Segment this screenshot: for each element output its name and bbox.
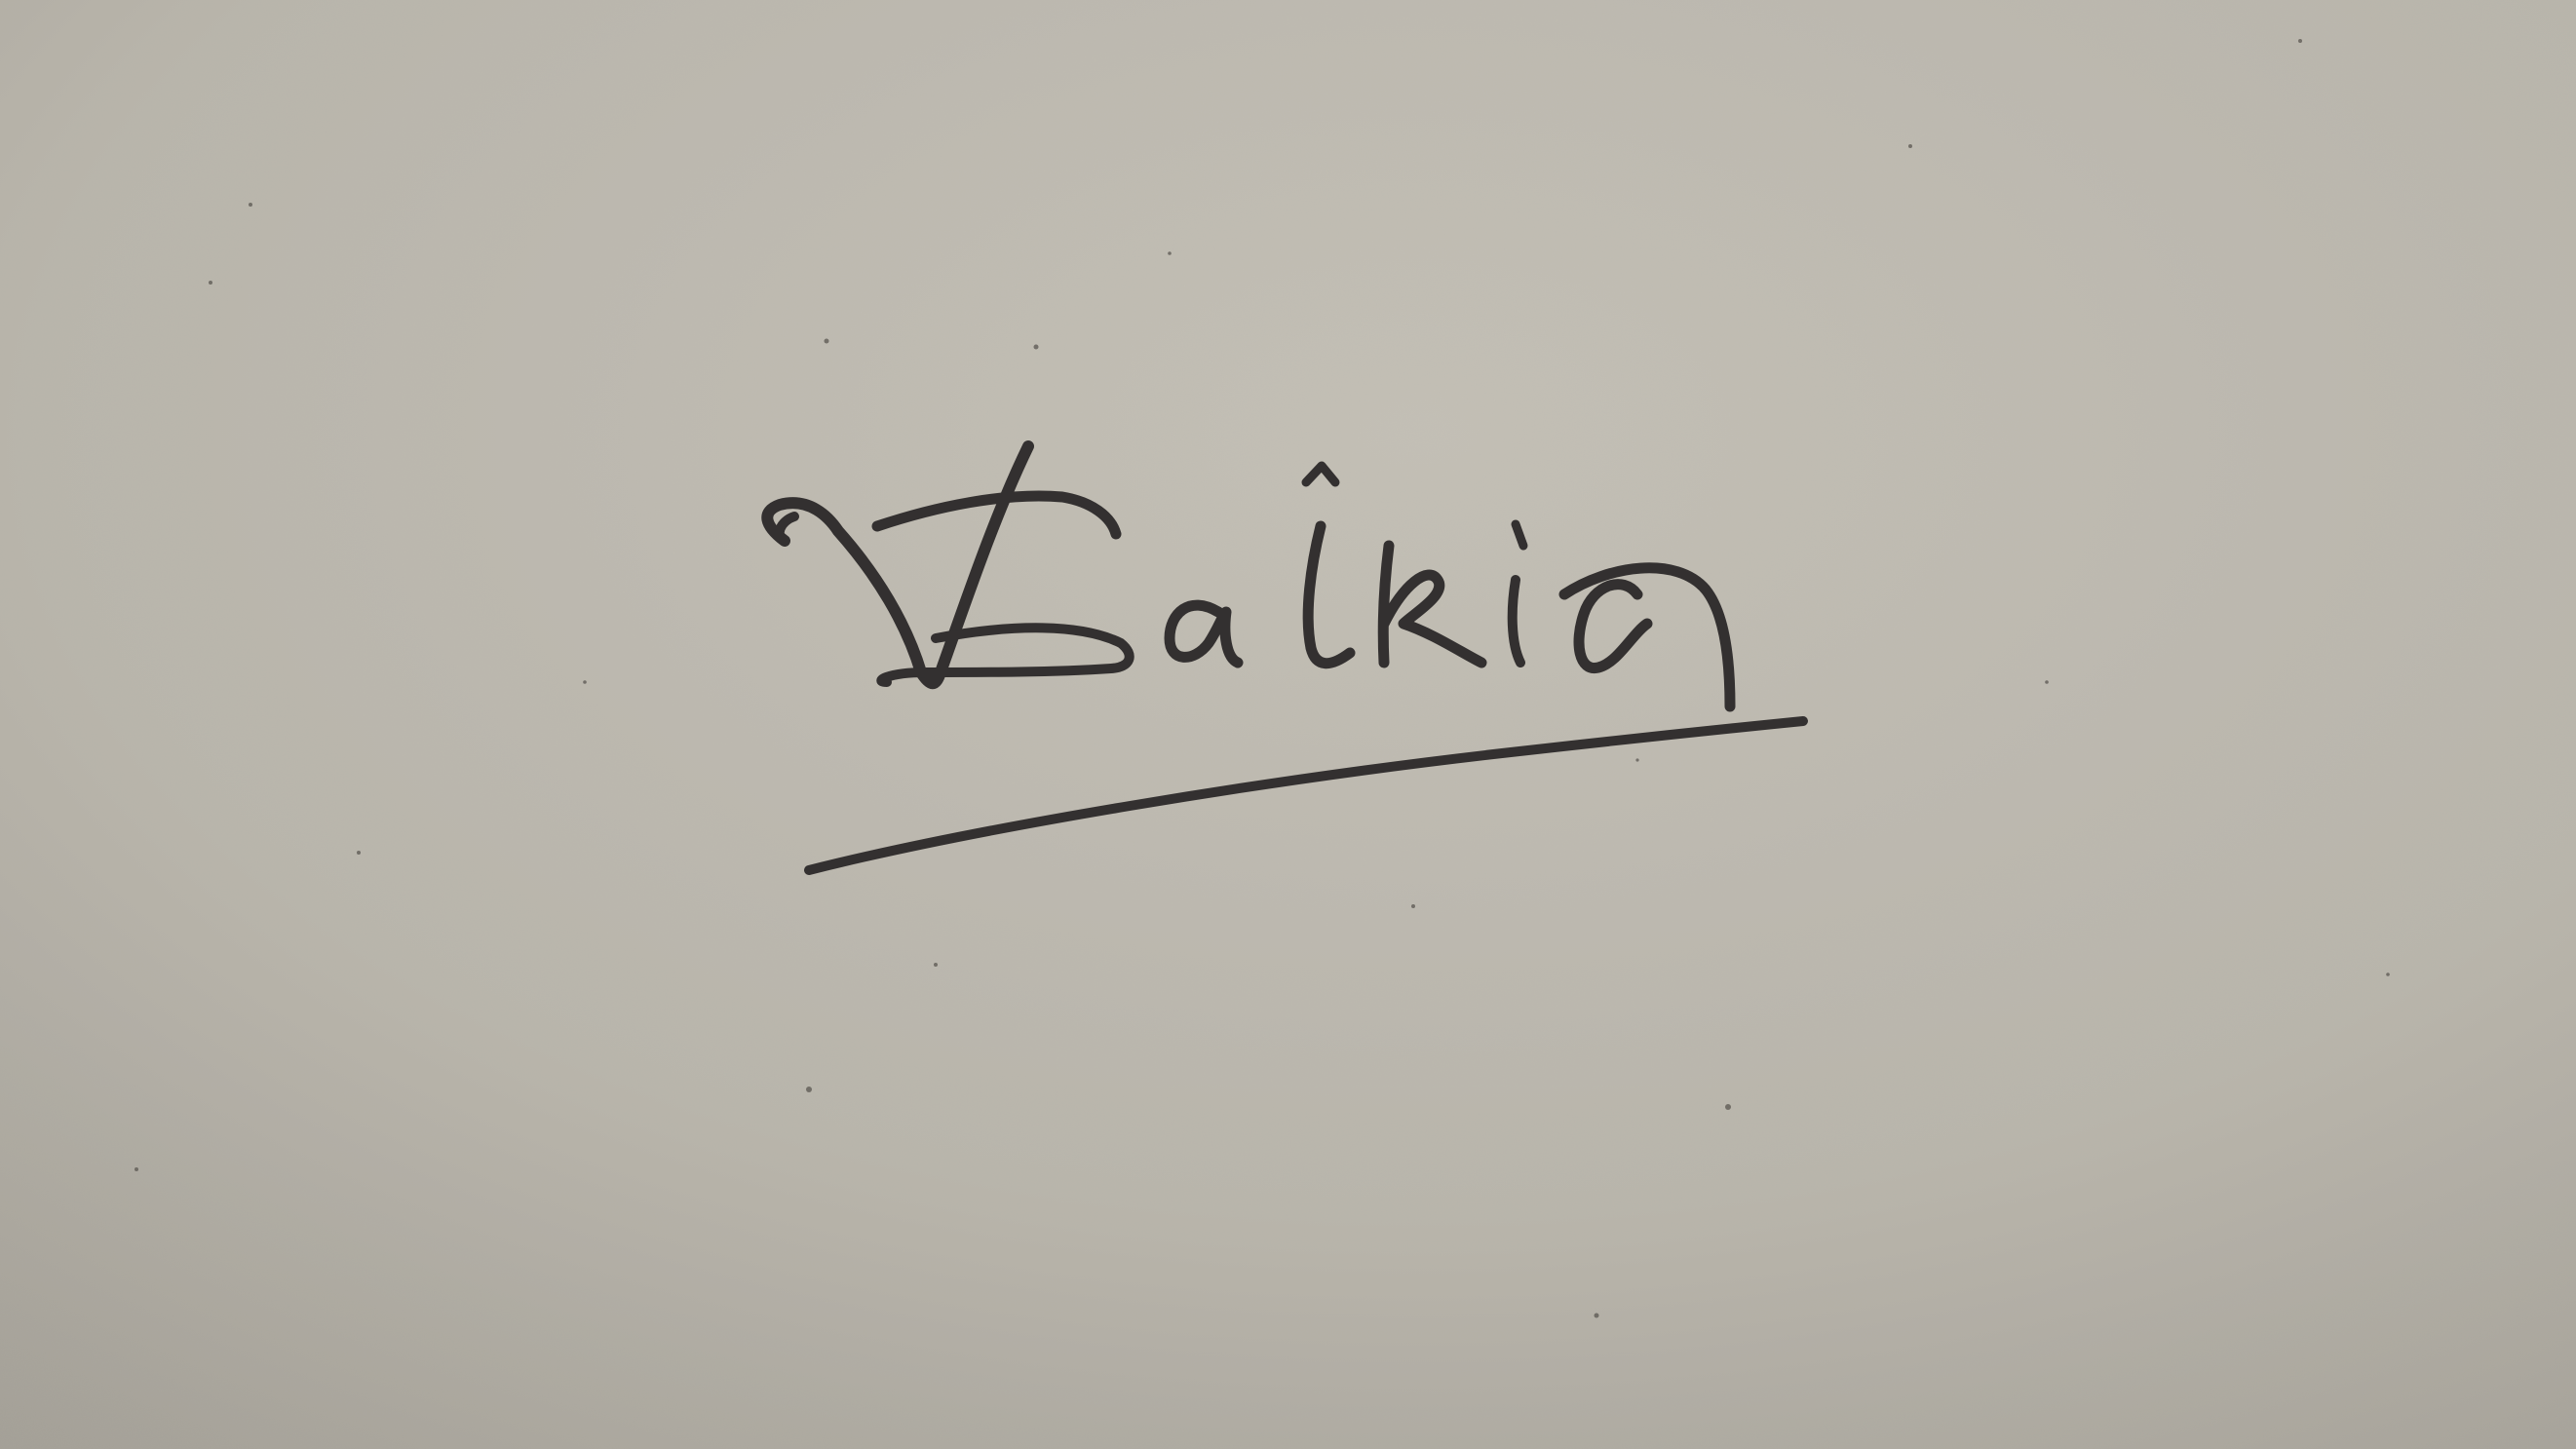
signature-letter-a bbox=[1170, 605, 1238, 663]
signature-letter-i-2 bbox=[1513, 580, 1520, 663]
signature-underline bbox=[809, 721, 1803, 870]
signature-letter-a-2 bbox=[1579, 585, 1647, 668]
signature-letter-a-2-tail bbox=[1564, 568, 1730, 706]
signature-letter-s-hook bbox=[780, 516, 794, 541]
signature-letter-s-loop bbox=[767, 446, 1028, 683]
signature-letter-i-hat bbox=[1306, 466, 1335, 482]
signature-strokes bbox=[767, 446, 1803, 870]
signature-letter-i-2-dot bbox=[1516, 524, 1523, 546]
signature-letter-i bbox=[1308, 526, 1350, 664]
signature-letter-k bbox=[1383, 546, 1481, 663]
